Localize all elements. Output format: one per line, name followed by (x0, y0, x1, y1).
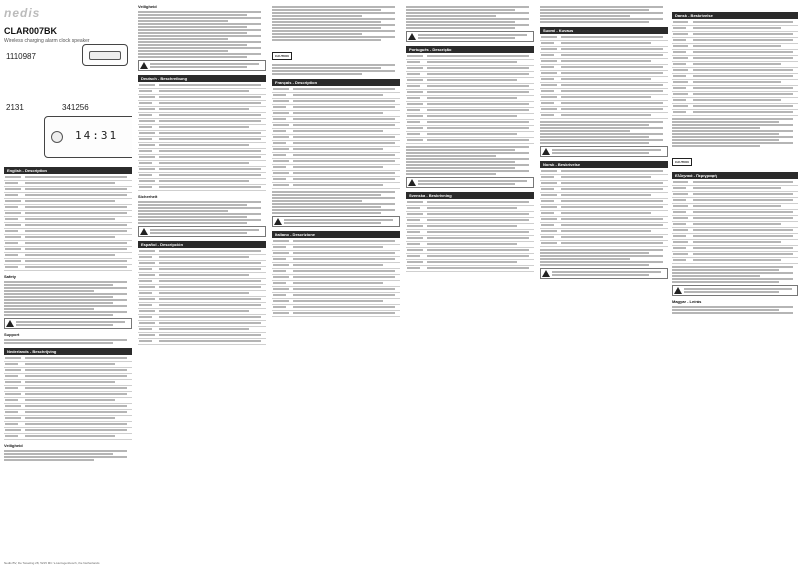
english-warning-box (4, 318, 132, 329)
section-header-italian: Italiano - Descrizione (272, 231, 400, 238)
section-header-english: English - Description (4, 167, 132, 174)
column-6 (672, 0, 798, 567)
english-support-heading: Support (4, 332, 20, 337)
section-header-german: Deutsch - Beschreibung (138, 75, 266, 82)
english-safety-text (4, 281, 132, 316)
caution-label-2: CAUTION (672, 158, 692, 166)
section-header-french: Français - Description (272, 79, 400, 86)
section-header-portuguese: Português - Descrição (406, 46, 534, 53)
french-parts-table (272, 87, 400, 189)
caution-label: CAUTION (272, 52, 292, 60)
section-header-swedish: Svenska - Beskrivning (406, 192, 534, 199)
warning-triangle-icon (140, 228, 148, 235)
warning-triangle-icon (408, 179, 416, 186)
warning-triangle-icon (408, 33, 416, 40)
danish-parts-table (672, 20, 798, 116)
english-safety-heading: Safety (4, 274, 17, 279)
swedish-parts-table (406, 200, 534, 272)
speaker-grille-left (51, 131, 63, 143)
italian-safety-text (406, 6, 534, 29)
english-section (4, 163, 132, 462)
german-safety-heading: Sicherheit (138, 194, 158, 199)
brand-logo: nedis (4, 6, 41, 20)
warning-triangle-icon (542, 270, 550, 277)
portuguese-parts-table (406, 54, 534, 144)
swedish-safety-text (540, 6, 668, 23)
hungarian-heading: Magyar - Leírás (672, 299, 702, 304)
section-header-dutch: Nederlands - Beschrijving (4, 348, 132, 355)
model-number: CLAR007BK (4, 26, 58, 36)
column-5 (540, 0, 668, 567)
spanish-parts-table (138, 249, 266, 345)
warning-triangle-icon (542, 148, 550, 155)
dutch-parts-table (4, 356, 132, 440)
column-1 (4, 0, 132, 567)
footer-address: Nedis BV, De Tweeling 28, 5215 MC 's-Hertogenbosch, the Netherlands (4, 561, 100, 565)
dutch-safety-heading-2: Veiligheid (138, 4, 157, 9)
figure-label-bottom-right: 341256 (62, 103, 89, 112)
section-header-norwegian: Norsk - Beskrivelse (540, 161, 668, 168)
section-header-greek: Ελληνικά - Περιγραφή (672, 172, 798, 179)
column-2 (138, 0, 266, 567)
english-parts-table (4, 175, 132, 271)
figure-label-bottom-left: 2131 (6, 103, 24, 112)
warning-triangle-icon (674, 287, 682, 294)
italian-parts-table (272, 239, 400, 317)
section-header-danish: Dansk - Beskrivelse (672, 12, 798, 19)
finnish-parts-table (540, 35, 668, 119)
device-front-view (44, 116, 132, 158)
dutch-safety-text (138, 11, 266, 58)
section-header-spanish: Español - Descripción (138, 241, 266, 248)
clock-display: 14:31 (75, 129, 119, 142)
product-subtitle: Wireless charging alarm clock speaker (4, 38, 90, 44)
warning-triangle-icon (274, 218, 282, 225)
warning-triangle-icon (140, 62, 148, 69)
greek-parts-table (672, 180, 798, 264)
device-top-view (82, 44, 128, 66)
column-4 (406, 0, 534, 567)
dutch-safety-heading: Veiligheid (4, 443, 23, 448)
top-button-strip (89, 51, 121, 60)
figure-label-top: 1110987 (6, 52, 36, 61)
german-parts-table (138, 83, 266, 191)
warning-triangle-icon (6, 320, 14, 327)
norwegian-parts-table (540, 169, 668, 247)
section-header-finnish: Suomi - Kuvaus (540, 27, 668, 34)
column-3 (272, 0, 400, 567)
spanish-safety-text (272, 6, 400, 41)
